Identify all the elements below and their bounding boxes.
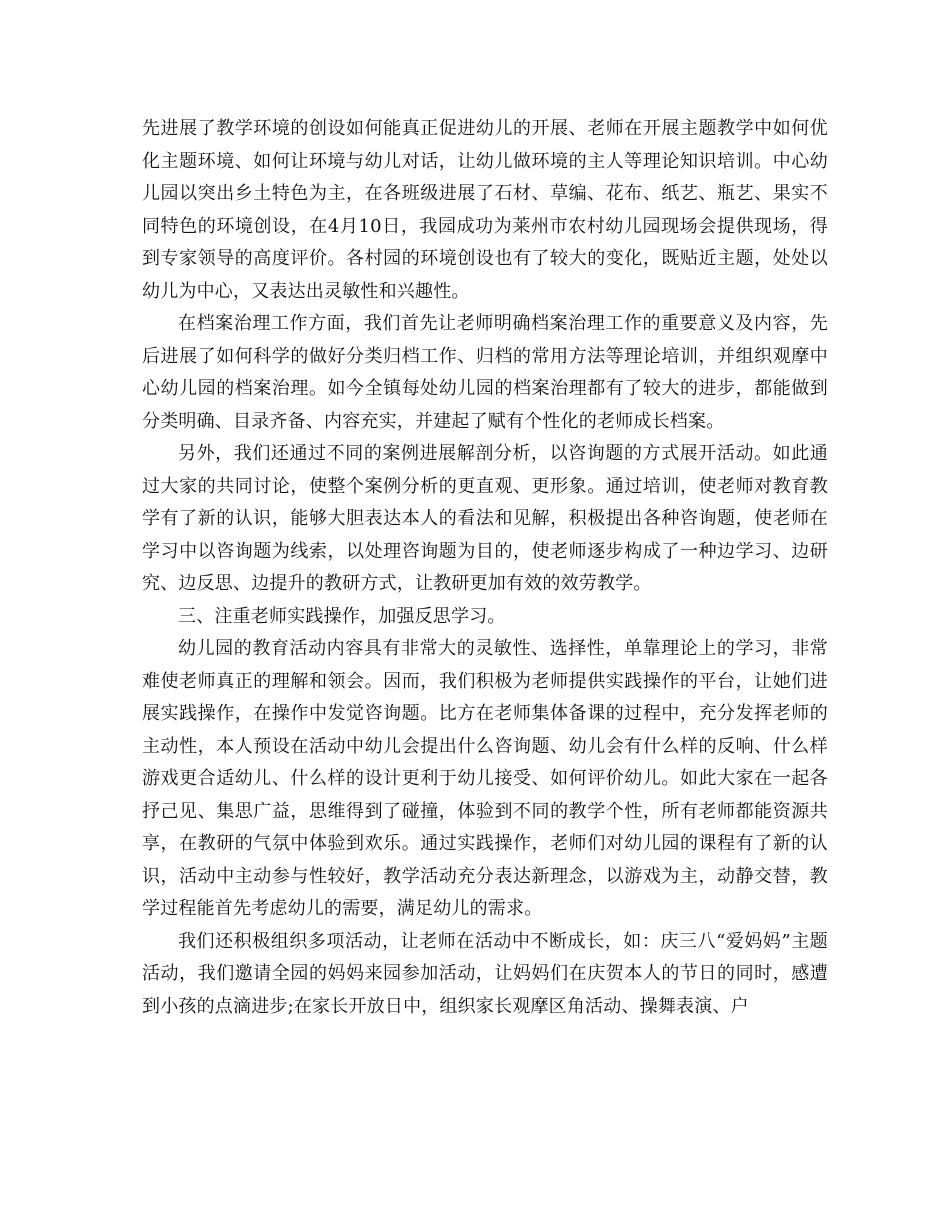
paragraph-archive-management: 在档案治理工作方面，我们首先让老师明确档案治理工作的重要意义及内容，先后进展了如何科学的做好分类归档工作、归档的常用方法等理论培训，并组织观摩中心幼儿园的档案治理。如今全镇每处幼儿园的档案治理都有了较大的进步，都能做到分类明确、目录齐备、内容充实，并建起了赋有个性化的老师成长档案。 bbox=[142, 313, 828, 432]
paragraph-practice-operation: 幼儿园的教育活动内容具有非常大的灵敏性、选择性，单靠理论上的学习，非常难使老师真正的理解和领会。因而，我们积极为老师提供实践操作的平台，让她们进展实践操作，在操作中发觉咨询题。比方在老师集体备课的过程中，充分发挥老师的主动性，本人预设在活动中幼儿会提出什么咨询题、幼儿会有什么样的反响、什么样游戏更合适幼儿、什么样的设计更利于幼儿接受、如何评价幼儿。如此大家在一起各抒己见、集思广益，思维得到了碰撞，体验到不同的教学个性，所有老师都能资源共享，在教研的气氛中体验到欢乐。通过实践操作，老师们对幼儿园的课程有了新的认识，活动中主动参与性较好，教学活动充分表达新理念，以游戏为主，动静交替，教学过程能首先考虑幼儿的需要，满足幼儿的需求。 bbox=[142, 638, 828, 919]
section-heading-practice: 三、注重老师实践操作，加强反思学习。 bbox=[178, 605, 506, 627]
paragraph-case-analysis: 另外，我们还通过不同的案例进展解剖分析，以咨询题的方式展开活动。如此通过大家的共同讨论，使整个案例分析的更直观、更形象。通过培训，使老师对教育教学有了新的认识，能够大胆表达本人的看法和见解，积极提出各种咨询题，使老师在学习中以咨询题为线索，以处理咨询题为目的，使老师逐步构成了一种边学习、边研究、边反思、边提升的教研方式，让教研更加有效的效劳教学。 bbox=[142, 443, 828, 594]
document-body bbox=[142, 113, 828, 1023]
paragraph-environment-training: 先进展了教学环境的创设如何能真正促进幼儿的开展、老师在开展主题教学中如何优化主题环境、如何让环境与幼儿对话，让幼儿做环境的主人等理论知识培训。中心幼儿园以突出乡土特色为主，在各班级进展了石材、草编、花布、纸艺、瓶艺、果实不同特色的环境创设，在4月10日，我园成功为莱州市农村幼儿园现场会提供现场，得到专家领导的高度评价。各村园的环境创设也有了较大的变化，既贴近主题，处处以幼儿为中心，又表达出灵敏性和兴趣性。 bbox=[142, 118, 828, 302]
paragraph-activities: 我们还积极组织多项活动，让老师在活动中不断成长，如：庆三八“爱妈妈”主题活动，我们邀请全园的妈妈来园参加活动，让妈妈们在庆贺本人的节日的同时，感遭到小孩的点滴进步;在家长开放日中，组织家长观摩区角活动、操舞表演、户 bbox=[142, 930, 828, 1017]
